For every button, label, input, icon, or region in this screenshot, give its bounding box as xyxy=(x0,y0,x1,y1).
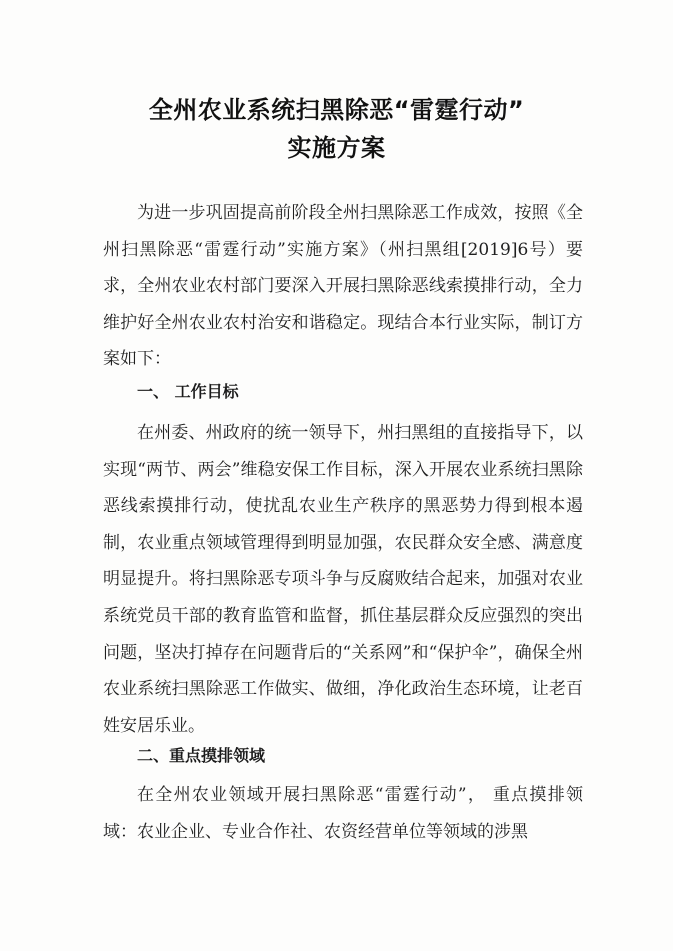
intro-paragraph: 为进一步巩固提高前阶段全州扫黑除恶工作成效，按照《全州扫黑除恶“雷霆行动”实施方案》（州扫黑组[2019]6号）要求，全州农业农村部门要深入开展扫黑除恶线索摸排行动，全力维护好全州农业农村治安和谐稳定。现结合本行业实际，制订方案如下： xyxy=(103,203,583,370)
section-2-heading: 二、重点摸排领域 xyxy=(137,746,266,765)
document-title-line-1: 全州农业系统扫黑除恶“雷霆行动” xyxy=(148,96,525,124)
section-1-heading: 一、 工作目标 xyxy=(137,382,239,401)
document-title-line-2: 实施方案 xyxy=(287,134,386,162)
section-2-body: 在全州农业领域开展扫黑除恶“雷霆行动”， 重点摸排领域：农业企业、专业合作社、农资经营单位等领域的涉黑 xyxy=(103,785,583,842)
section-1-body: 在州委、州政府的统一领导下，州扫黑组的直接指导下，以实现“两节、两会”维稳安保工作目标，深入开展农业系统扫黑除恶线索摸排行动，使扰乱农业生产秩序的黑恶势力得到根本遏制，农业重点领域管理得到明显加强，农民群众安全感、满意度明显提升。将扫黑除恶专项斗争与反腐败结合起来，加强对农业系统党员干部的教育监管和监督，抓住基层群众反应强烈的突出问题，坚决打掉存在问题背后的“关系网”和“保护伞”，确保全州农业系统扫黑除恶工作做实、做细，净化政治生态环境，让老百姓安居乐业。 xyxy=(103,423,583,736)
